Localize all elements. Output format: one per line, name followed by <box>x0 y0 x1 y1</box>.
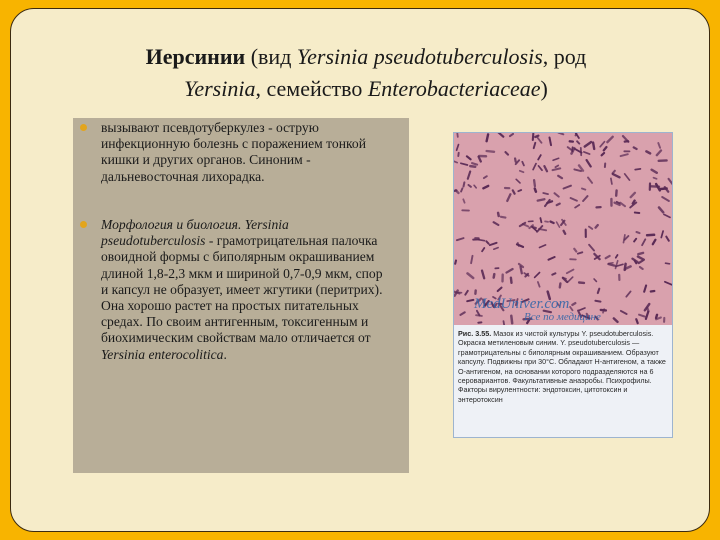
bacterium-rod <box>625 174 630 180</box>
bacterium-rod <box>511 278 512 283</box>
bacterium-rod <box>559 133 564 134</box>
bacterium-rod <box>582 189 585 190</box>
title-genus: Yersinia <box>184 76 256 101</box>
paragraph-2-body: - грамотрицательная палочка овоидной формы с биполярным окрашиванием длиной 1,8-2,3 мкм и шириной 0,7-0,9 мкм, спор и капсул не образует, имеет жгутики (перитрих). Она хорошо растет на простых питательных средах. По своим антигенным, токсигенным и биохимическим свойствам мало отличается от <box>101 233 383 346</box>
bacterium-rod <box>467 156 471 159</box>
bacterium-rod <box>482 271 484 279</box>
bacterium-rod <box>457 238 464 240</box>
paragraph-1: вызывают псевдотуберкулез - острую инфекционную болезнь с поражением тонкой кишки и других органов. Синоним - дальневосточная лихорадка. <box>101 120 366 184</box>
bacterium-rod <box>574 169 581 171</box>
bacterium-rod <box>583 196 587 201</box>
bacterium-rod <box>647 235 654 236</box>
bacterium-rod <box>544 166 547 171</box>
bacterium-rod <box>589 245 594 251</box>
title-part2: , род <box>542 44 587 69</box>
bacterium-rod <box>644 286 646 292</box>
bacterium-rod <box>555 193 559 196</box>
bacterium-rod <box>609 263 613 264</box>
bacterium-rod <box>654 178 657 179</box>
bacterium-rod <box>552 273 555 274</box>
bacterium-rod <box>490 243 497 245</box>
bacterium-rod <box>494 222 499 225</box>
bacterium-rod <box>472 163 477 165</box>
bacterium-rod <box>563 278 566 279</box>
bacterium-rod <box>601 310 606 311</box>
bacterium-rod <box>454 190 456 191</box>
bacterium-rod <box>616 261 618 269</box>
bacterium-rod <box>532 227 536 228</box>
bacterium-rod <box>664 214 670 217</box>
bacterium-rod <box>570 307 572 310</box>
bacterium-rod <box>656 315 657 318</box>
bacterium-rod <box>598 289 600 293</box>
bacterium-rod <box>535 273 540 278</box>
bacterium-rod <box>534 180 535 186</box>
bacterium-rod <box>516 179 520 183</box>
bacterium-rod <box>487 151 495 152</box>
bacterium-rod <box>522 162 524 166</box>
bacterium-rod <box>468 172 470 179</box>
bacterium-rod <box>486 241 488 243</box>
bacterium-rod <box>461 163 468 165</box>
watermark-site: MedUniver.com <box>474 296 570 312</box>
bacterium-rod <box>457 145 459 151</box>
bacterium-rod <box>661 231 663 237</box>
bacterium-rod <box>635 169 640 170</box>
bullet-dot-icon <box>80 221 87 228</box>
bacterium-rod <box>464 182 465 186</box>
bacterium-rod <box>507 269 513 273</box>
bacterium-rod <box>584 152 590 154</box>
bacterium-rod <box>535 136 538 137</box>
bacterium-rod <box>484 176 487 178</box>
bacterium-rod <box>520 171 524 172</box>
bacterium-rod <box>642 239 645 245</box>
bacterium-rod <box>461 312 465 315</box>
bacterium-rod <box>635 213 640 214</box>
bacterium-rod <box>657 151 661 156</box>
bacterium-rod <box>589 227 592 229</box>
bacterium-rod <box>533 134 534 140</box>
slide <box>10 8 710 532</box>
bacterium-rod <box>498 133 503 137</box>
slide-title <box>51 41 681 105</box>
bacterium-rod <box>652 170 657 173</box>
bacterium-rod <box>494 274 495 278</box>
bacterium-rod <box>551 222 554 223</box>
bullet-dot-icon <box>80 124 87 131</box>
bacterium-rod <box>498 213 499 216</box>
paragraph-2-lead: Морфология и биология. Yersinia pseudotuberculosis <box>101 217 289 249</box>
bacterium-rod <box>614 318 618 322</box>
bacterium-rod <box>633 201 635 204</box>
bacterium-rod <box>510 134 513 136</box>
bacterium-rod <box>564 231 566 234</box>
paragraph-2-end: . <box>223 346 227 362</box>
bacterium-rod <box>607 137 612 142</box>
bacterium-rod <box>549 257 555 260</box>
bacterium-rod <box>604 147 607 150</box>
bacterium-rod <box>501 217 505 218</box>
title-part3: , семейство <box>255 76 368 101</box>
bacterium-rod <box>571 198 577 201</box>
bacterium-rod <box>574 249 576 252</box>
paragraph-2 <box>101 217 391 363</box>
bacterium-rod <box>602 153 605 155</box>
bacterium-rod <box>596 225 598 228</box>
bacterium-rod <box>483 186 488 188</box>
bacterium-rod <box>665 282 672 285</box>
caption-label: Рис. 3.55. <box>458 329 492 338</box>
paragraph-2-tail: Yersinia enterocolitica <box>101 346 224 362</box>
bacterium-rod <box>471 256 472 263</box>
bacterium-rod <box>465 291 468 295</box>
bacterium-rod <box>611 178 612 184</box>
bacterium-rod <box>625 264 626 270</box>
bacterium-rod <box>557 222 560 227</box>
bacterium-rod <box>634 239 636 242</box>
bacterium-rod <box>594 279 596 281</box>
bacterium-rod <box>613 171 615 174</box>
bacterium-rod <box>587 160 591 166</box>
bacterium-rod <box>555 166 558 168</box>
bacterium-rod <box>621 154 628 156</box>
bacterium-rod <box>470 166 475 167</box>
bacterium-rod <box>515 159 516 162</box>
bacterium-rod <box>575 205 579 208</box>
bacterium-rod <box>578 252 582 253</box>
figure-panel <box>453 132 673 438</box>
bacterium-rod <box>553 168 561 170</box>
bacterium-rod <box>457 133 458 137</box>
bacterium-rod <box>637 232 640 233</box>
bacterium-rod <box>600 142 604 147</box>
bacterium-rod <box>620 203 625 207</box>
bacterium-rod <box>639 261 643 264</box>
bacterium-rod <box>626 291 630 296</box>
bacterium-rod <box>639 315 644 317</box>
bacterium-rod <box>474 185 476 188</box>
bacterium-rod <box>498 288 502 291</box>
bacterium-rod <box>579 308 585 310</box>
bacterium-rod <box>613 174 620 177</box>
bacterium-rod <box>638 253 643 254</box>
title-bold-word: Иерсинии <box>145 44 246 69</box>
bacterium-rod <box>535 189 536 192</box>
bacterium-rod <box>534 143 536 148</box>
micrograph-image <box>454 133 672 325</box>
bacterium-rod <box>606 256 610 258</box>
title-species: Yersinia pseudotuberculosis <box>296 44 543 69</box>
bacterium-rod <box>543 193 548 194</box>
bacterium-rod <box>468 273 474 278</box>
bacterium-rod <box>561 221 564 225</box>
bacterium-rod <box>661 188 667 189</box>
bacterium-rod <box>640 267 643 269</box>
bacterium-rod <box>504 321 505 325</box>
bacterium-rod <box>633 259 638 262</box>
bacterium-rod <box>662 197 669 201</box>
bacterium-rod <box>538 282 540 287</box>
bacterium-rod <box>494 248 498 250</box>
title-part4: ) <box>540 76 548 101</box>
bacterium-rod <box>540 218 541 222</box>
bacterium-rod <box>572 303 575 305</box>
bacterium-rod <box>621 311 627 314</box>
title-part1: (вид <box>245 44 297 69</box>
bacterium-rod <box>545 221 548 222</box>
bacterium-rod <box>560 283 561 287</box>
bacterium-rod <box>487 134 489 141</box>
bacterium-rod <box>518 190 521 191</box>
bacterium-rod <box>557 204 560 206</box>
bacterium-rod <box>564 186 571 189</box>
bacterium-rod <box>593 143 594 149</box>
bacterium-rod <box>550 138 552 146</box>
bacterium-rod <box>669 179 672 184</box>
bacterium-rod <box>479 240 485 241</box>
bacterium-rod <box>513 190 515 193</box>
title-family: Enterobacteriaceae <box>367 76 541 101</box>
bacterium-rod <box>595 301 600 302</box>
bacterium-rod <box>506 152 509 155</box>
bacterium-rod <box>646 312 648 319</box>
bacterium-rod <box>455 261 456 264</box>
bacterium-rod <box>577 141 579 143</box>
bacterium-rod <box>567 270 574 274</box>
bacterium-rod <box>646 151 650 153</box>
bacterium-rod <box>659 208 663 213</box>
bacterium-rod <box>553 158 559 160</box>
bacterium-rod <box>482 248 484 251</box>
figure-caption <box>458 329 670 404</box>
bacterium-rod <box>616 255 618 258</box>
bacterium-rod <box>588 178 592 183</box>
bacterium-rod <box>538 155 541 159</box>
bacterium-rod <box>651 291 655 292</box>
bacterium-rod <box>463 199 464 202</box>
bacterium-rod <box>538 199 545 200</box>
bacterium-rod <box>517 244 523 247</box>
bacterium-rod <box>634 147 637 149</box>
bacterium-rod <box>658 143 660 148</box>
bacterium-rod <box>568 147 572 150</box>
bacterium-rod <box>469 185 471 187</box>
bacterium-rod <box>467 300 473 301</box>
bacterium-rod <box>666 237 669 241</box>
bacterium-rod <box>558 176 562 178</box>
bacterium-rod <box>638 257 644 260</box>
bacterium-rod <box>540 245 546 248</box>
bacterium-rod <box>539 166 543 170</box>
bacterium-rod <box>568 277 573 282</box>
bacterium-rod <box>636 319 637 323</box>
caption-text: Мазок из чистой культуры Y. pseudotuberculosis. Окраска метиленовым синим. Y. pseudotuberculosis — грамотрицательны с биполярным окрашиванием. Образуют капсулу. Подвижны при 30°C. Обладают Н-антигеном, а также О-антигеном, на основании которого подразделяются на 6 серовариантов. Факультативные анаэробы. Психрофилы. Факторы вирулентности: эндотоксин, цитотоксин и энтеротоксин <box>458 329 666 404</box>
bacterium-rod <box>461 188 462 191</box>
bacterium-rod <box>585 142 591 146</box>
bacterium-rod <box>479 157 481 162</box>
bacterium-rod <box>537 137 541 143</box>
bacterium-rod <box>666 263 670 264</box>
bacterium-rod <box>454 161 457 162</box>
watermark-tagline: Все по медицине <box>524 311 601 323</box>
bacterium-rod <box>653 240 656 244</box>
bacterium-rod <box>507 194 510 201</box>
bacterium-rod <box>631 193 635 197</box>
bacterium-rod <box>511 316 512 324</box>
bacterium-rod <box>533 164 536 170</box>
bacterium-rod <box>521 267 522 274</box>
